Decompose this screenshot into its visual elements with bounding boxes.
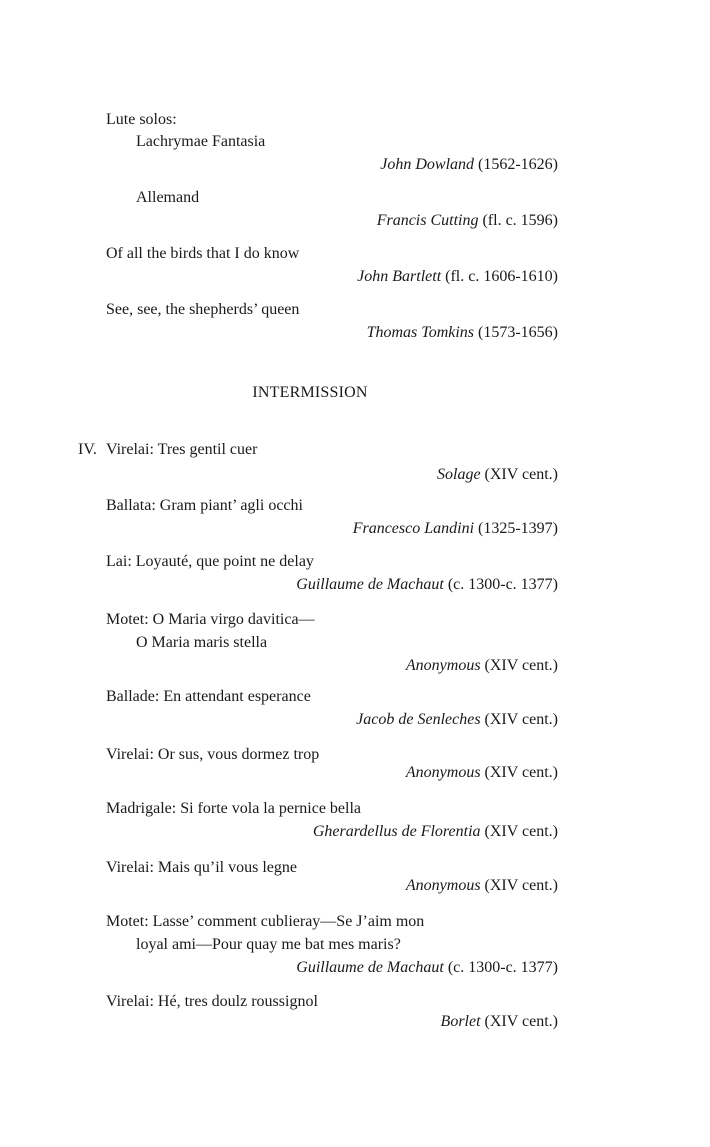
intermission-heading: INTERMISSION	[252, 384, 368, 401]
piece-title: Virelai: Hé, tres doulz roussignol	[106, 993, 318, 1010]
piece-title: Of all the birds that I do know	[106, 245, 300, 262]
composer-name: Borlet	[440, 1013, 481, 1030]
composer-credit	[296, 958, 558, 978]
piece-title-continued: O Maria maris stella	[136, 634, 268, 651]
composer-dates: (fl. c. 1596)	[482, 212, 558, 229]
composer-dates: (c. 1300-c. 1377)	[447, 959, 558, 976]
piece-title: Virelai: Tres gentil cuer	[106, 441, 258, 458]
composer-dates: (XIV cent.)	[484, 877, 558, 894]
composer-name: Anonymous	[405, 657, 481, 674]
composer-credit	[380, 155, 558, 175]
composer-credit	[313, 822, 558, 842]
composer-name: John Dowland	[380, 156, 475, 173]
composer-name: Guillaume de Machaut	[296, 576, 444, 593]
composer-dates: (fl. c. 1606-1610)	[445, 268, 558, 285]
piece-title: Lachrymae Fantasia	[136, 133, 266, 150]
piece-title: Motet: Lasse’ comment cublieray—Se J’aim mon	[106, 913, 425, 930]
composer-name: Anonymous	[405, 877, 481, 894]
composer-dates: (XIV cent.)	[484, 711, 558, 728]
piece-title: See, see, the shepherds’ queen	[106, 301, 300, 318]
composer-name: Gherardellus de Florentia	[312, 823, 481, 840]
composer-name: Guillaume de Machaut	[296, 959, 444, 976]
composer-dates: (XIV cent.)	[484, 466, 558, 483]
composer-name: Francesco Landini	[352, 520, 475, 537]
composer-credit	[441, 1012, 558, 1032]
section-number: IV.	[78, 441, 97, 458]
composer-credit	[406, 656, 558, 676]
composer-credit	[356, 710, 558, 730]
piece-title-continued: loyal ami—Pour quay me bat mes maris?	[136, 936, 401, 953]
composer-name: Anonymous	[405, 764, 481, 781]
composer-dates: (1562-1626)	[478, 156, 558, 173]
composer-dates: (XIV cent.)	[484, 823, 558, 840]
piece-title: Madrigale: Si forte vola la pernice bella	[106, 800, 362, 817]
composer-name: Francis Cutting	[376, 212, 479, 229]
piece-title: Virelai: Or sus, vous dormez trop	[106, 746, 320, 763]
composer-name: Jacob de Senleches	[356, 711, 481, 728]
composer-name: John Bartlett	[357, 268, 442, 285]
composer-credit	[353, 519, 558, 539]
piece-title: Ballata: Gram piant’ agli occhi	[106, 497, 303, 514]
composer-name: Thomas Tomkins	[366, 324, 475, 341]
composer-name: Solage	[437, 466, 481, 483]
composer-dates: (XIV cent.)	[484, 764, 558, 781]
composer-dates: (1325-1397)	[478, 520, 558, 537]
composer-dates: (1573-1656)	[478, 324, 558, 341]
piece-title: Motet: O Maria virgo davitica—	[106, 611, 315, 628]
composer-dates: (XIV cent.)	[484, 1013, 558, 1030]
composer-credit	[406, 763, 558, 783]
composer-credit	[406, 876, 558, 896]
piece-title: Virelai: Mais qu’il vous legne	[106, 859, 297, 876]
piece-title: Ballade: En attendant esperance	[106, 688, 311, 705]
composer-credit	[377, 211, 558, 231]
composer-credit	[437, 465, 558, 485]
composer-credit	[357, 267, 558, 287]
piece-title: Allemand	[136, 189, 200, 206]
piece-title: Lai: Loyauté, que point ne delay	[106, 553, 314, 570]
composer-dates: (XIV cent.)	[484, 657, 558, 674]
composer-credit	[367, 323, 558, 343]
composer-credit	[296, 575, 558, 595]
section-heading-lute-solos: Lute solos:	[106, 111, 177, 128]
composer-dates: (c. 1300-c. 1377)	[447, 576, 558, 593]
